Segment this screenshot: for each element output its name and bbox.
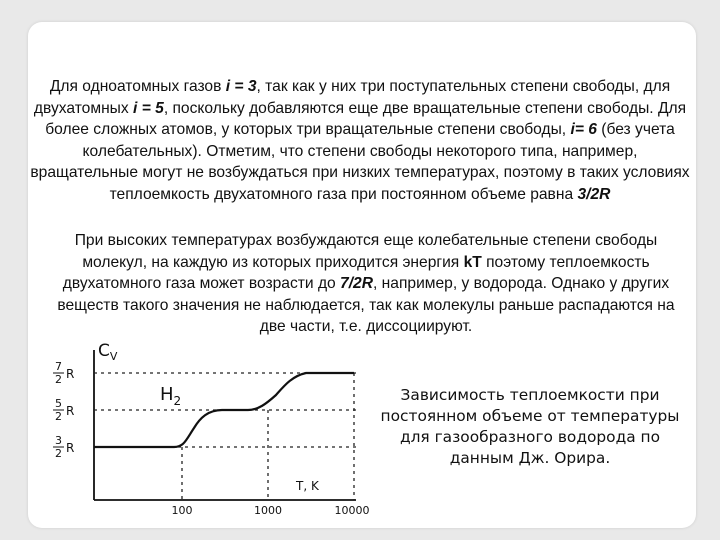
svg-text:R: R — [66, 441, 75, 455]
text-run: При высоких температурах возбуждаются еще колебательные степени свободы молекул, на каждую из которых приходится энергия — [74, 232, 658, 271]
svg-text:7: 7 — [55, 360, 62, 373]
svg-text:2: 2 — [55, 410, 62, 423]
text-run: поэтому теплоемкость двухатомного газа может возрасти до — [62, 253, 650, 293]
x-tick-label: 10000 — [334, 504, 370, 517]
x-tick-label: 1000 — [254, 504, 282, 517]
formula-heat-capacity-high: 7/2R — [340, 275, 373, 293]
svg-text:R: R — [66, 404, 75, 418]
formula-polyatomic: i= 6 — [570, 121, 597, 139]
formula-monatomic: i = 3 — [225, 78, 257, 95]
y-axis-title: $C_V$ — [98, 341, 118, 363]
text-run: Для одноатомных газов — [49, 78, 226, 95]
text-run: , поскольку добавляются еще две вращательные степени свободы. Для более сложных атомов, у которых три вращательные степени свободы, — [45, 99, 687, 139]
svg-text:2: 2 — [55, 373, 62, 386]
formula-kt: kT — [463, 253, 482, 271]
heat-capacity-graph — [46, 340, 402, 520]
text-run: (без учета колебательных). Отметим, что степени свободы некоторого типа, например, вращательные могут не возбуждаться при низких температурах, поэтому в таких условиях теплоемкость двухатомного газа при постоянном объеме равна — [30, 121, 690, 203]
svg-text:5: 5 — [55, 397, 62, 410]
curve-label-h2: $H_2$ — [160, 384, 182, 408]
paragraph-degrees-of-freedom — [30, 76, 690, 206]
svg-text:3: 3 — [55, 434, 62, 447]
svg-text:2: 2 — [55, 447, 62, 460]
graph-background — [46, 340, 402, 520]
svg-text:R: R — [66, 367, 75, 381]
text-run: , например, у водорода. Однако у других веществ такого значения не наблюдается, так как молекулы раньше распадаются на две части, т.е. диссоциируют. — [57, 275, 675, 336]
formula-heat-capacity-low: 3/2R — [577, 185, 611, 203]
graph-caption: Зависимость теплоемкости при постоянном объеме от температуры для газообразного водорода по данным Дж. Орира. — [380, 386, 680, 467]
x-tick-label: 100 — [171, 504, 193, 517]
x-axis-title: T, K — [296, 479, 319, 493]
paragraph-vibrational — [48, 230, 684, 338]
text-run: , так как у них три поступательных степени свободы, для двухатомных — [33, 78, 671, 117]
formula-diatomic: i = 5 — [133, 99, 164, 117]
